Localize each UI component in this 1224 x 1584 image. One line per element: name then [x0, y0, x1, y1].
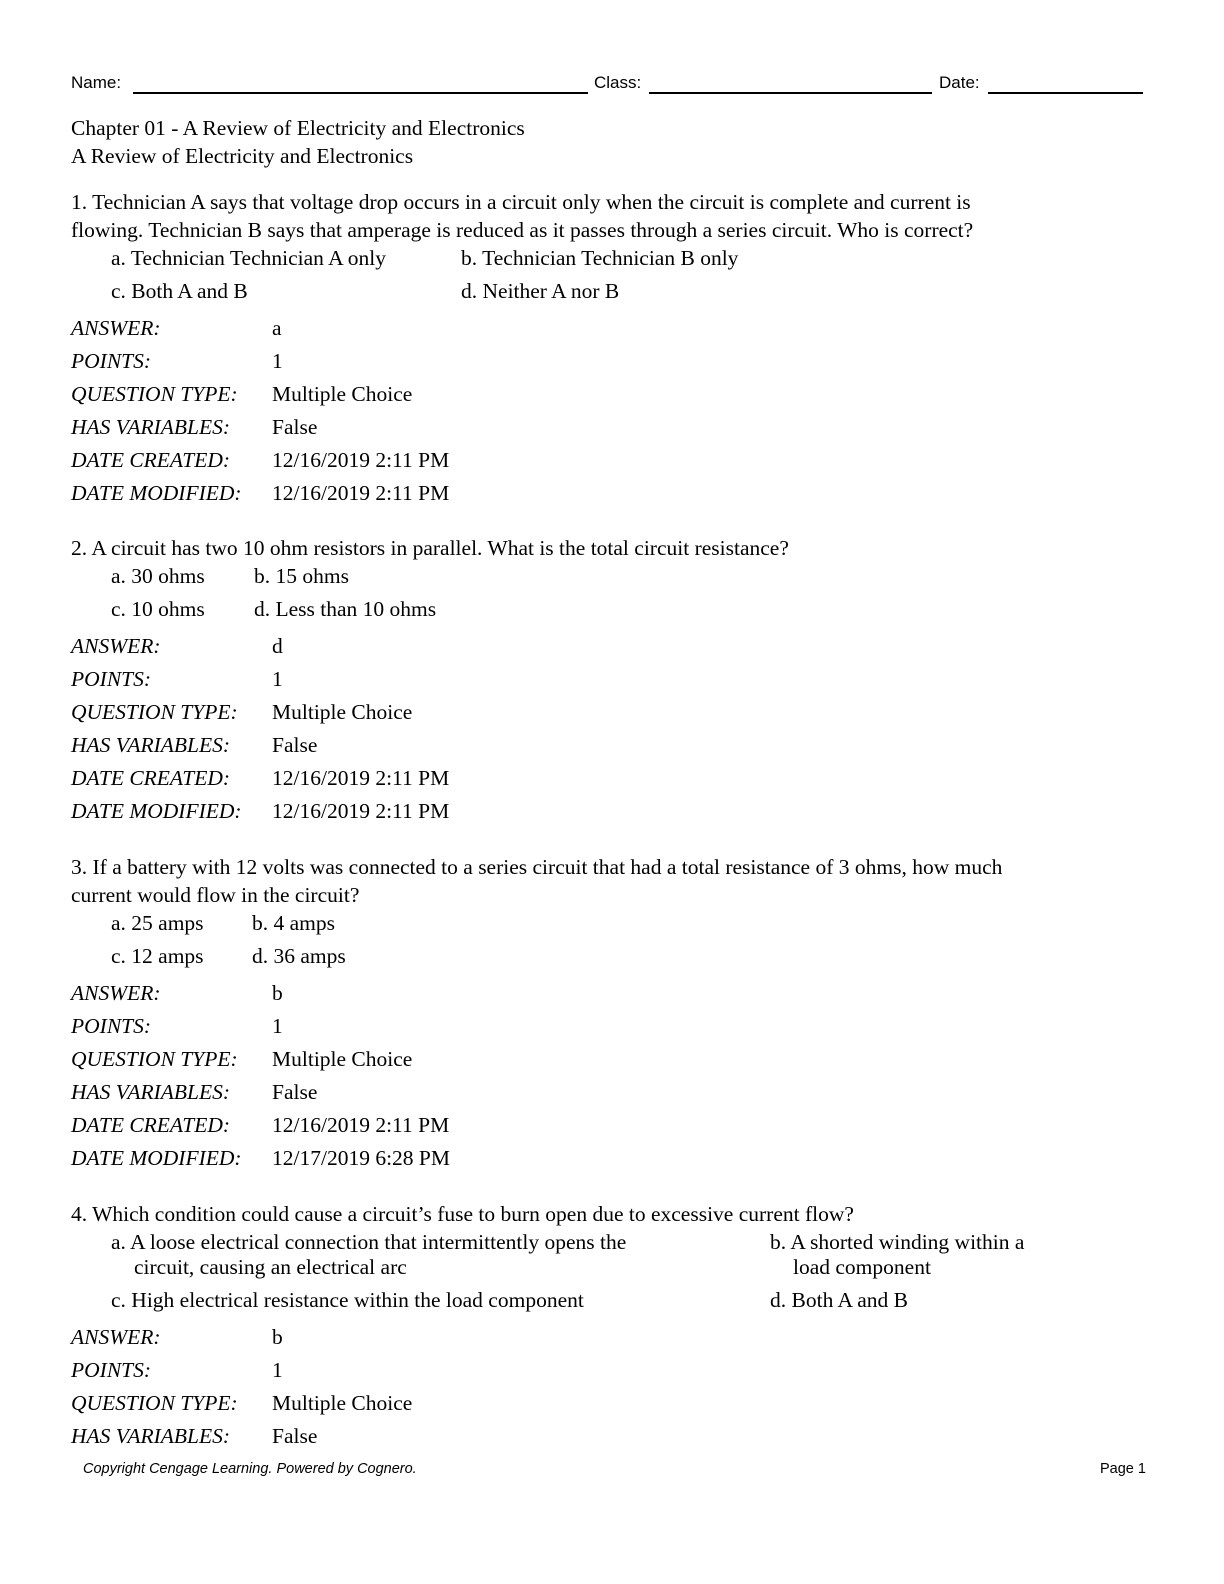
option-row: [111, 246, 1111, 271]
meta-label: ANSWER:: [71, 316, 161, 340]
meta-label: DATE MODIFIED:: [71, 799, 242, 823]
option-text: d. Less than 10 ohms: [254, 597, 437, 621]
name-field[interactable]: [133, 92, 588, 94]
meta-points: [71, 1354, 1111, 1387]
option-text: b. 15 ohms: [254, 564, 349, 588]
meta-modified: [71, 795, 1111, 828]
option-a[interactable]: [111, 246, 386, 271]
meta-label: QUESTION TYPE:: [71, 700, 238, 724]
meta-label: HAS VARIABLES:: [71, 1424, 231, 1448]
option-text: a. Technician Technician A only: [111, 246, 387, 270]
meta-value: 12/16/2019 2:11 PM: [272, 1113, 450, 1137]
option-row: [111, 944, 1111, 969]
meta-type: [71, 1043, 1111, 1076]
meta-label: DATE MODIFIED:: [71, 1146, 242, 1170]
meta-answer: [71, 312, 1111, 345]
option-text: load component: [793, 1255, 931, 1279]
option-row: [111, 279, 1111, 304]
option-text: c. High electrical resistance within the load component: [111, 1288, 584, 1312]
meta-label: QUESTION TYPE:: [71, 382, 238, 406]
name-label: Name:: [71, 73, 122, 92]
meta-value: False: [272, 415, 318, 439]
meta-value: 1: [272, 667, 283, 691]
meta-label: HAS VARIABLES:: [71, 733, 231, 757]
option-text: b. Technician Technician B only: [461, 246, 739, 270]
meta-answer: [71, 977, 1111, 1010]
question-stem-line: 1. Technician A says that voltage drop occurs in a circuit only when the circuit is complete and current is: [71, 190, 971, 214]
option-d[interactable]: [252, 944, 346, 969]
meta-value: 12/16/2019 2:11 PM: [272, 799, 450, 823]
meta-type: [71, 1387, 1111, 1420]
option-text: d. Both A and B: [770, 1288, 908, 1312]
question-3: [71, 853, 1111, 1175]
option-b[interactable]: [770, 1230, 1024, 1280]
meta-value: False: [272, 733, 318, 757]
option-row: [111, 1288, 1111, 1313]
meta-label: HAS VARIABLES:: [71, 1080, 231, 1104]
question-stem: [71, 188, 1111, 244]
option-d[interactable]: [461, 279, 619, 304]
option-c[interactable]: [111, 597, 205, 622]
option-text: c. 12 amps: [111, 944, 204, 968]
meta-value: False: [272, 1424, 318, 1448]
option-text: circuit, causing an electrical arc: [134, 1255, 407, 1279]
option-text: c. 10 ohms: [111, 597, 205, 621]
question-stem-line: current would flow in the circuit?: [71, 883, 360, 907]
option-text: a. 30 ohms: [111, 564, 205, 588]
meta-points: [71, 345, 1111, 378]
answer-options: [111, 911, 1111, 969]
meta-label: QUESTION TYPE:: [71, 1047, 238, 1071]
meta-value: Multiple Choice: [272, 1047, 413, 1071]
question-stem-line: 2. A circuit has two 10 ohm resistors in parallel. What is the total circuit resistance?: [71, 536, 789, 560]
question-2: [71, 534, 1111, 828]
option-c[interactable]: [111, 279, 248, 304]
option-row: [111, 911, 1111, 936]
chapter-title: Chapter 01 - A Review of Electricity and Electronics: [71, 116, 525, 140]
meta-label: POINTS:: [71, 1358, 152, 1382]
meta-label: ANSWER:: [71, 1325, 161, 1349]
meta-modified: [71, 1142, 1111, 1175]
question-stem-line: 3. If a battery with 12 volts was connected to a series circuit that had a total resistance of 3 ohms, how much: [71, 855, 1003, 879]
meta-answer: [71, 630, 1111, 663]
meta-type: [71, 378, 1111, 411]
option-text: a. 25 amps: [111, 911, 204, 935]
meta-label: ANSWER:: [71, 634, 161, 658]
meta-answer: [71, 1321, 1111, 1354]
meta-value: 12/16/2019 2:11 PM: [272, 481, 450, 505]
option-text: d. 36 amps: [252, 944, 346, 968]
question-4: [71, 1200, 1111, 1453]
option-b[interactable]: [252, 911, 335, 936]
option-row: [111, 597, 1111, 622]
meta-label: DATE CREATED:: [71, 766, 231, 790]
meta-type: [71, 696, 1111, 729]
meta-label: POINTS:: [71, 667, 152, 691]
meta-value: 1: [272, 1014, 283, 1038]
option-text: d. Neither A nor B: [461, 279, 620, 303]
student-info-header: [71, 70, 1143, 96]
class-field[interactable]: [649, 92, 932, 94]
question-stem: [71, 534, 1111, 562]
meta-value: 12/16/2019 2:11 PM: [272, 448, 450, 472]
meta-value: 12/17/2019 6:28 PM: [272, 1146, 450, 1170]
option-text: b. A shorted winding within a: [770, 1230, 1025, 1254]
page-number: Page 1: [1100, 1461, 1146, 1477]
option-text: c. Both A and B: [111, 279, 248, 303]
section-title: A Review of Electricity and Electronics: [71, 144, 414, 168]
meta-value: Multiple Choice: [272, 700, 413, 724]
meta-value: 12/16/2019 2:11 PM: [272, 766, 450, 790]
option-c[interactable]: [111, 1288, 584, 1313]
meta-value: 1: [272, 349, 283, 373]
option-b[interactable]: [461, 246, 738, 271]
meta-variables: [71, 729, 1111, 762]
option-d[interactable]: [254, 597, 436, 622]
answer-options: [111, 246, 1111, 304]
meta-created: [71, 762, 1111, 795]
meta-value: d: [272, 634, 283, 658]
meta-value: b: [272, 981, 283, 1005]
meta-value: False: [272, 1080, 318, 1104]
question-stem: [71, 853, 1111, 909]
meta-value: 1: [272, 1358, 283, 1382]
meta-label: DATE CREATED:: [71, 1113, 231, 1137]
meta-label: POINTS:: [71, 1014, 152, 1038]
option-text: b. 4 amps: [252, 911, 336, 935]
date-label: Date:: [939, 73, 980, 92]
option-a[interactable]: [111, 1230, 626, 1280]
meta-points: [71, 663, 1111, 696]
meta-label: ANSWER:: [71, 981, 161, 1005]
meta-label: DATE MODIFIED:: [71, 481, 242, 505]
question-stem: [71, 1200, 1111, 1228]
meta-points: [71, 1010, 1111, 1043]
option-row: [111, 564, 1111, 589]
option-c[interactable]: [111, 944, 204, 969]
meta-created: [71, 1109, 1111, 1142]
option-d[interactable]: [770, 1288, 908, 1313]
option-b[interactable]: [254, 564, 349, 589]
meta-label: POINTS:: [71, 349, 152, 373]
copyright-text: Copyright Cengage Learning. Powered by Cognero.: [83, 1461, 417, 1477]
meta-variables: [71, 1420, 1111, 1453]
meta-value: a: [272, 316, 282, 340]
meta-value: b: [272, 1325, 283, 1349]
question-stem-line: 4. Which condition could cause a circuit’s fuse to burn open due to excessive current flow?: [71, 1202, 854, 1226]
meta-variables: [71, 1076, 1111, 1109]
meta-value: Multiple Choice: [272, 382, 413, 406]
meta-label: QUESTION TYPE:: [71, 1391, 238, 1415]
option-text: a. A loose electrical connection that intermittently opens the: [111, 1230, 627, 1254]
option-a[interactable]: [111, 564, 205, 589]
date-field[interactable]: [988, 92, 1143, 94]
meta-label: DATE CREATED:: [71, 448, 231, 472]
answer-options: [111, 1230, 1111, 1313]
meta-value: Multiple Choice: [272, 1391, 413, 1415]
question-stem-line: flowing. Technician B says that amperage is reduced as it passes through a series circuit. Who is correct?: [71, 218, 974, 242]
meta-variables: [71, 411, 1111, 444]
meta-created: [71, 444, 1111, 477]
meta-modified: [71, 477, 1111, 510]
meta-label: HAS VARIABLES:: [71, 415, 231, 439]
option-a[interactable]: [111, 911, 204, 936]
question-1: [71, 188, 1111, 510]
answer-options: [111, 564, 1111, 622]
class-label: Class:: [594, 73, 642, 92]
option-row: [111, 1230, 1111, 1280]
